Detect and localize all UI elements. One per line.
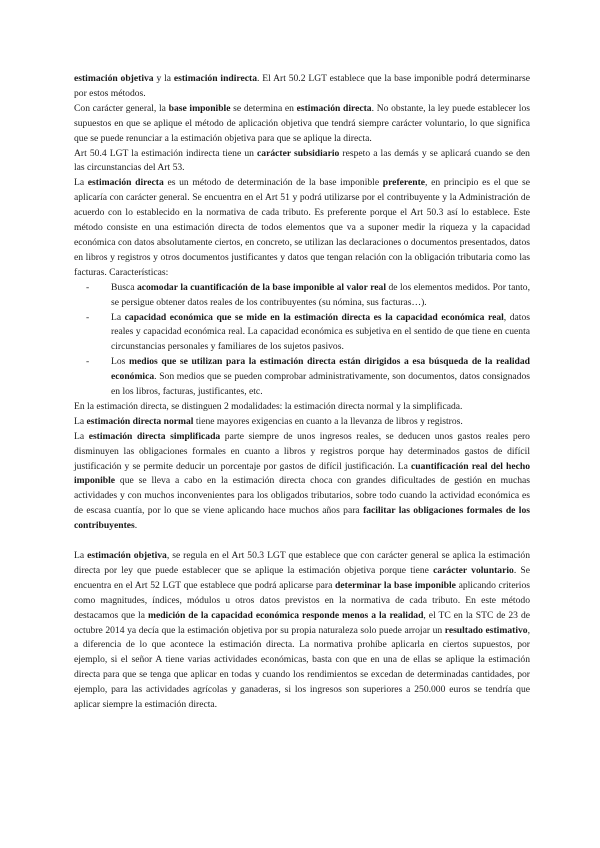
- text-run: La: [111, 311, 125, 323]
- text-run: Art 50.4 LGT la estimación indirecta tiene un: [74, 147, 258, 159]
- text-run: , en principio es el que se aplicaría con carácter general. Se encuentra en el Art 51 y podrá utilizarse por el contribuyente y la Administración de acuerdo con lo establecido en la normativa de cada tributo. Es preferente porque el Art 50.3 así lo establece. Este método consiste en una estimación directa de todos elementos que va a suponer medir la riqueza y la capacidad económica con datos absolutamente ciertos, en concreto, se utilizan las declaraciones o documentos presentados, datos en libros y registros y otros documentos justificantes y datos que tengan relación con la obligación tributaria como las facturas. Características:: [74, 177, 530, 278]
- list-item: [111, 281, 530, 311]
- text-run: que se lleva a cabo en la estimación directa choca con grandes dificultades de gestión en muchas actividades y con muchos inconvenientes para los obligados tributarios, sobre todo cuando la actividad económica es de escasa cuantía, por lo que se viene aplicando hace muchos años para: [74, 475, 530, 517]
- text-run: parte siempre de unos ingresos reales, se deducen unos gastos reales pero disminuyen las obligaciones formales en cuanto a libros y registros porque hay determinados gastos de difícil justificación y se permite deducir un porcentaje por gastos de difícil justificación. La: [74, 430, 530, 472]
- bold-text-run: carácter voluntario: [433, 564, 514, 576]
- text-run: respeto a las demás y se aplicará cuando se den las circunstancias del Art 53.: [74, 147, 530, 174]
- bold-text-run: capacidad económica que se mide en la estimación directa es la capacidad económica real: [124, 311, 504, 323]
- text-run: Con carácter general, la: [74, 102, 169, 114]
- text-run: Busca: [111, 281, 137, 293]
- paragraph-simplified: [74, 430, 530, 534]
- paragraph-subsidiary: [74, 147, 530, 177]
- text-run: . El Art 50.2 LGT establece que la base imponible podrá determinarse por estos métodos.: [74, 73, 530, 99]
- text-run: . Se encuentra en el Art 52 LGT que establece que podrá aplicarse para: [74, 564, 531, 591]
- bold-text-run: resultado estimativo: [444, 624, 528, 636]
- text-run: tiene mayores exigencias en cuanto a la llevanza de libros y registros.: [193, 415, 463, 427]
- bold-text-run: estimación objetiva: [74, 73, 154, 84]
- text-run: . No obstante, la ley puede establecer los supuestos en que se aplique el método de aplicación objetiva que tendrá siempre carácter voluntario, lo que significa que se puede renunciar a la estimación objetiva para que se aplique la directa.: [74, 102, 530, 144]
- bold-text-run: estimación directa normal: [86, 415, 194, 427]
- bold-text-run: estimación indirecta: [173, 73, 257, 84]
- bold-text-run: acomodar la cuantificación de la base imponible al valor real: [136, 281, 386, 293]
- text-run: es un método de determinación de la base imponible: [163, 177, 383, 189]
- paragraph-normal: [74, 415, 530, 430]
- paragraph-objective-estimation: [74, 549, 530, 713]
- text-run: , el TC en la STC de 23 de octubre 2014 ya decía que la estimación objetiva por su propia naturaleza solo puede arrojar un: [74, 609, 531, 636]
- text-run: , datos reales y capacidad económica real. La capacidad económica es subjetiva en el sentido de que tiene en cuenta circunstancias personales y familiares de los sujetos pasivos.: [111, 311, 530, 353]
- text-run: En la estimación directa, se distinguen 2 modalidades: la estimación directa normal y la simplificada.: [74, 400, 463, 412]
- text-run: La: [74, 177, 88, 189]
- text-run: , a diferencia de lo que acontece la estimación directa. La normativa prohíbe aplicarla en ciertos supuestos, por ejemplo, si el señor A tiene varias actividades económicas, basta con que en una de ellas se aplique la estimación directa para que se tenga que aplicar en todas y cuando los rendimientos se excedan de determinadas cantidades, por ejemplo, para las actividades agrícolas y ganaderas, si los ingresos son superiores a 250.000 euros se tendría que aplicar siempre la estimación directa.: [74, 624, 530, 711]
- text-run: de los elementos medidos. Por tanto, se persigue obtener datos reales de los contribuyentes (su nómina, sus facturas…).: [111, 281, 530, 308]
- document-body: [74, 72, 530, 713]
- paragraph-modalities: [74, 400, 530, 415]
- bold-text-run: preferente: [382, 177, 426, 189]
- bold-text-run: estimación directa: [87, 177, 164, 189]
- bold-text-run: carácter subsidiario: [257, 147, 340, 159]
- text-run: La: [74, 415, 87, 427]
- paragraph-direct-estimation: [74, 176, 530, 280]
- characteristics-list: [74, 281, 530, 400]
- bold-text-run: medición de la capacidad económica responde menos a la realidad: [147, 609, 424, 621]
- text-run: La: [74, 549, 88, 561]
- text-run: .: [134, 520, 138, 532]
- text-run: Los: [111, 356, 129, 368]
- text-run: aplicando criterios como magnitudes, índices, módulos u otros datos previstos en la normativa de cada tributo. En este método destacamos que la: [74, 579, 530, 621]
- bold-text-run: determinar la base imponible: [335, 579, 456, 591]
- paragraph-spacer: [74, 534, 530, 549]
- bold-text-run: cuantificación real del hecho imponible: [74, 460, 530, 487]
- paragraph-methods-intro: [74, 72, 530, 102]
- bold-text-run: estimación objetiva: [87, 549, 167, 561]
- text-run: La: [74, 430, 89, 442]
- text-run: se determina en: [230, 102, 297, 114]
- text-run: y la: [153, 73, 174, 84]
- bold-text-run: estimación directa simplificada: [88, 430, 221, 442]
- list-item: [111, 311, 530, 356]
- bold-text-run: estimación directa: [296, 102, 372, 114]
- bold-text-run: base imponible: [168, 102, 231, 114]
- text-run: , se regula en el Art 50.3 LGT que establece que con carácter general se aplica la estimación directa por ley que puede establecer que se aplique la estimación objetiva porque tiene: [74, 549, 530, 576]
- text-run: . Son medios que se pueden comprobar administrativamente, son documentos, datos consignados en los libros, facturas, justificantes, etc.: [111, 371, 530, 398]
- list-item: [111, 355, 530, 400]
- bold-text-run: facilitar las obligaciones formales de los contribuyentes: [74, 505, 530, 532]
- paragraph-general-rule: [74, 102, 530, 147]
- bold-text-run: medios que se utilizan para la estimación directa están dirigidos a esa búsqueda de la realidad económica: [111, 356, 530, 383]
